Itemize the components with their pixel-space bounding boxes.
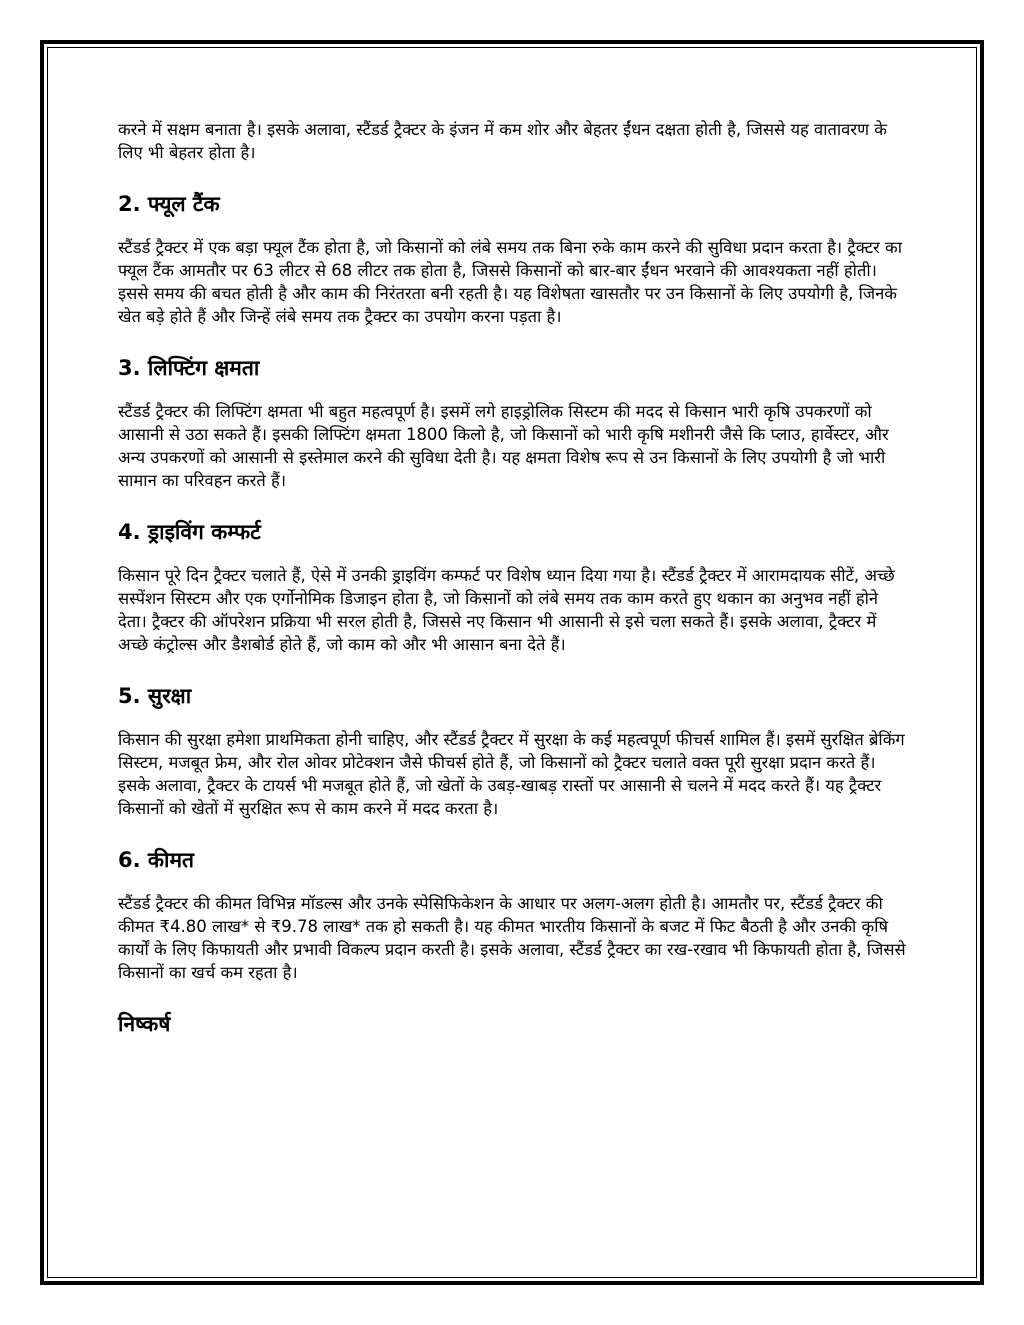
section-heading-safety: 5. सुरक्षा [118, 684, 192, 708]
intro-paragraph: करने में सक्षम बनाता है। इसके अलावा, स्टैंडर्ड ट्रैक्टर के इंजन में कम शोर और बेहतर ईंधन दक्षता होती है, जिससे यह वातावरण के लिए भी बेहतर होता है। [118, 120, 887, 162]
section-paragraph-price: स्टैंडर्ड ट्रैक्टर की कीमत विभिन्न मॉडल्स और उनके स्पेसिफिकेशन के आधार पर अलग-अलग होती है। आमतौर पर, स्टैंडर्ड ट्रैक्टर की कीमत ₹4.80 लाख* से ₹9.78 लाख* तक हो सकती है। यह कीमत भारतीय किसानों के बजट में फिट बैठती है और उनकी कृषि कार्यों के लिए किफायती और प्रभावी विकल्प प्रदान करती है। इसके अलावा, स्टैंडर्ड ट्रैक्टर का रख-रखाव भी किफायती होता है, जिससे किसानों का खर्च कम रहता है। [118, 894, 906, 982]
section-paragraph-driving-comfort: किसान पूरे दिन ट्रैक्टर चलाते हैं, ऐसे में उनकी ड्राइविंग कम्फर्ट पर विशेष ध्यान दिया गया है। स्टैंडर्ड ट्रैक्टर में आरामदायक सीटें, अच्छे सस्पेंशन सिस्टम और एक एर्गोनोमिक डिजाइन होता है, जो किसानों को लंबे समय तक काम करते हुए थकान का अनुभव नहीं होने देता। ट्रैक्टर की ऑपरेशन प्रक्रिया भी सरल होती है, जिससे नए किसान भी आसानी से इसे चला सकते हैं। इसके अलावा, ट्रैक्टर में अच्छे कंट्रोल्स और डैशबोर्ड होते हैं, जो काम को और भी आसान बना देते हैं। [118, 566, 895, 654]
section-heading-price: 6. कीमत [118, 848, 194, 872]
section-paragraph-lifting-capacity: स्टैंडर्ड ट्रैक्टर की लिफ्टिंग क्षमता भी बहुत महत्वपूर्ण है। इसमें लगे हाइड्रोलिक सिस्टम की मदद से किसान भारी कृषि उपकरणों को आसानी से उठा सकते हैं। इसकी लिफ्टिंग क्षमता 1800 किलो है, जो किसानों को भारी कृषि मशीनरी जैसे कि प्लाउ, हार्वेस्टर, और अन्य उपकरणों को आसानी से इस्तेमाल करने की सुविधा देती है। यह क्षमता विशेष रूप से उन किसानों के लिए उपयोगी है जो भारी सामान का परिवहन करते हैं। [118, 402, 889, 490]
section-paragraph-safety: किसान की सुरक्षा हमेशा प्राथमिकता होनी चाहिए, और स्टैंडर्ड ट्रैक्टर में सुरक्षा के कई महत्वपूर्ण फीचर्स शामिल हैं। इसमें सुरक्षित ब्रेकिंग सिस्टम, मजबूत फ्रेम, और रोल ओवर प्रोटेक्शन जैसे फीचर्स होते हैं, जो किसानों को ट्रैक्टर चलाते वक्त पूरी सुरक्षा प्रदान करते हैं। इसके अलावा, ट्रैक्टर के टायर्स भी मजबूत होते हैं, जो खेतों के उबड़-खाबड़ रास्तों पर आसानी से चलने में मदद करते हैं। यह ट्रैक्टर किसानों को खेतों में सुरक्षित रूप से काम करने में मदद करता है। [118, 730, 905, 818]
section-paragraph-fuel-tank: स्टैंडर्ड ट्रैक्टर में एक बड़ा फ्यूल टैंक होता है, जो किसानों को लंबे समय तक बिना रुके काम करने की सुविधा प्रदान करता है। ट्रैक्टर का फ्यूल टैंक आमतौर पर 63 लीटर से 68 लीटर तक होता है, जिससे किसानों को बार-बार ईंधन भरवाने की आवश्यकता नहीं होती। इससे समय की बचत होती है और काम की निरंतरता बनी रहती है। यह विशेषता खासतौर पर उन किसानों के लिए उपयोगी है, जिनके खेत बड़े होते हैं और जिन्हें लंबे समय तक ट्रैक्टर का उपयोग करना पड़ता है। [118, 238, 902, 326]
section-heading-lifting-capacity: 3. लिफ्टिंग क्षमता [118, 356, 260, 380]
section-heading-fuel-tank: 2. फ्यूल टैंक [118, 192, 220, 216]
document-body [118, 118, 908, 1038]
conclusion-heading: निष्कर्ष [118, 1012, 171, 1036]
section-heading-driving-comfort: 4. ड्राइविंग कम्फर्ट [118, 520, 261, 544]
